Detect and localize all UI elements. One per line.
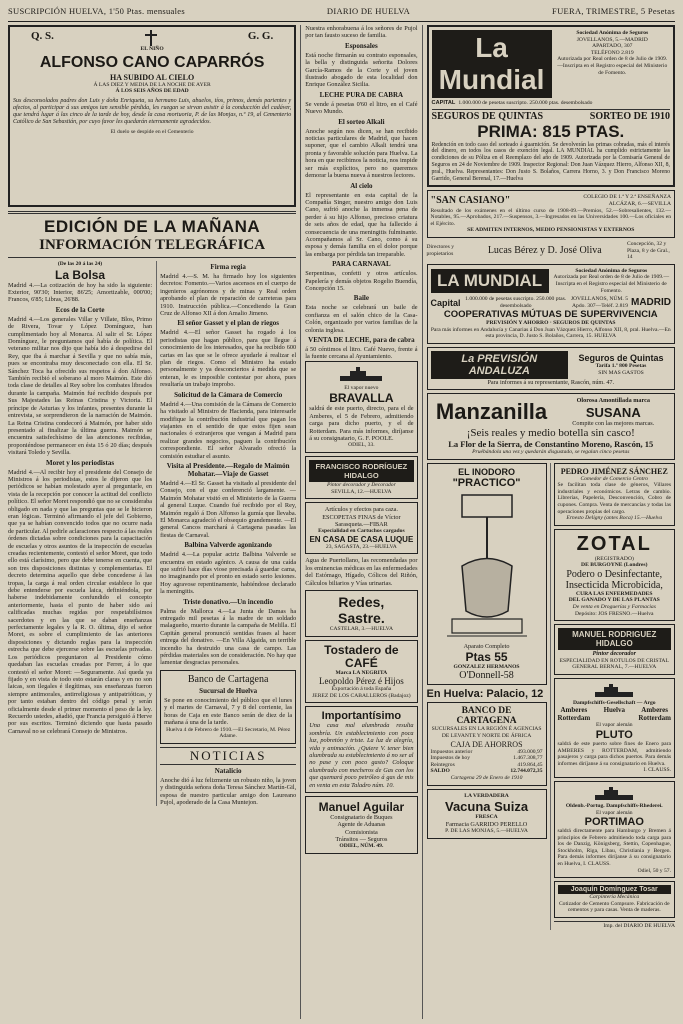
importantisimo-title: Importantísimo bbox=[321, 710, 402, 723]
rodriguez-addr: SEVILLA, 12.—HUELVA bbox=[331, 488, 392, 495]
cartagena-notice-title: Banco de Cartagena bbox=[187, 673, 269, 685]
dominguez-sub: Carpintería Mecánica bbox=[589, 894, 640, 901]
mundial-top-apartado: APARTADO, 307 bbox=[592, 43, 633, 50]
tostadero-name: Leopoldo Pérez é Hijos bbox=[319, 676, 404, 687]
column-middle bbox=[300, 25, 417, 1019]
portimao-company: Oldenb.-Portug. Dampfschiffs-Rhederei. bbox=[565, 802, 663, 809]
pluto-left2: Rotterdam bbox=[557, 714, 591, 723]
mundial-mid-reps: Para más informes en Andalucía y Canarias á Don Juan Vázquez Hierro, Alfonso XII, 8, pral. Huelva.—En esta provincia, D. Justo S. Bolaños, Carrera, 15. HUELVA bbox=[430, 326, 671, 340]
zotal-l6: Depósito: JOS FRESNO.—Huelva bbox=[575, 610, 654, 617]
news-b-text-5: Palma de Mallorca 4.—La Junta de Damas ha entregado mil pesetas á la madre de un soldado malagueño, muerto durante la campaña de Melilla. El Capitán general pronunció sentidas frases al hacer entrega del donativo. —En Villa Algaida, un terrible incendio ha destruido una casa de campo. Las pérdidas materiales son de consideración. No hay que lamentar desgracias personales. bbox=[160, 607, 297, 667]
mundial-top-capital: 1.000.000 de pesetas suscripto. 250.000 ptas. desembolsado bbox=[458, 100, 593, 106]
steamship-icon bbox=[592, 787, 636, 801]
obituary-line1: HA SUBIDO AL CIELO bbox=[109, 72, 195, 82]
col2-text-2: Se vende á pesetas 0'60 el litro, en el Café Nuevo Mundo. bbox=[305, 100, 418, 116]
banco2-row-label: Impuestos anterior bbox=[430, 748, 473, 755]
inodoro-title: EL INODORO bbox=[458, 466, 515, 477]
portimao-lead: El vapor alemán bbox=[595, 809, 633, 816]
lucas-name: Lucas Bérez y D. José Oliva bbox=[487, 245, 602, 257]
mundial-top-sorteo: SORTEO DE 1910 bbox=[589, 110, 670, 122]
inodoro-name: "PRACTICO" bbox=[452, 476, 521, 489]
portimao-ad bbox=[554, 781, 675, 878]
obituary-notice bbox=[8, 25, 296, 207]
obituary-line2: Á LAS DIEZ Y MEDIA DE LA NOCHE DE AYER bbox=[93, 81, 211, 88]
obituary-line3: Á LOS SEIS AÑOS DE EDAD bbox=[115, 88, 189, 95]
mundial-mid-prev: PREVISIÓN Y AHORRO · SEGUROS DE QUINTAS bbox=[486, 320, 616, 327]
mundial-mid-addr: JOVELLANOS, NÚM. 5 bbox=[570, 296, 628, 303]
mundial-mid-coop: COOPERATIVAS MÚTUAS DE SUPERVIVENCIA bbox=[443, 309, 658, 321]
zotal-l5: De venta en Droguerías y Farmacias bbox=[572, 604, 656, 611]
column-left bbox=[8, 25, 296, 1019]
pluto-text: saldrá de este puerto sobre fines de Enero para AMBERES y ROTTERDAM, admitiendo pasajeros y carga para dichos puertos. Para demás informes diríjanse á su consignatario en Huelva. bbox=[557, 740, 671, 767]
cross-icon bbox=[144, 30, 158, 46]
right-inner-left bbox=[427, 463, 547, 930]
san-casiano-ad bbox=[427, 190, 675, 238]
mundial-top-prima: PRIMA: 815 PTAS. bbox=[477, 121, 625, 141]
col2-text-5: Serpentinas, confetti y otros artículos. Papelería y demás objetos Rogelio Buendía, Concepción 15. bbox=[305, 270, 418, 292]
fibar-sub: Especialidad en Cartuchos cargados bbox=[318, 528, 405, 535]
mundial-top-ad bbox=[427, 25, 675, 187]
redes-addr: CASTELAR, 3.—HUELVA bbox=[329, 625, 393, 632]
jimenez-text: Se facilitan toda clase de géneros, Villares industriales y económicos. Letras de cambio. Librerías, Papelería, Desconvención, Cobro de cupones. Compra. Venta de mercancías y todas las operaciones propias del cargo. bbox=[557, 482, 671, 515]
zotal-reg: (REGISTRADO) bbox=[594, 555, 634, 562]
col2-text-1: Está noche firmarán su contrato esponsales, la bella y distinguida señorita Dolores García-Ramos de la Corte y el joven ilustrado abogado de esta localidad don Enrique González Sicilia. bbox=[305, 51, 418, 89]
mundial-mid-capital-label: Capital bbox=[430, 297, 461, 308]
aguilar-addr: ODIEL, NÚM. 49. bbox=[339, 843, 384, 850]
news-a-head-0: Ecos de la Corte bbox=[55, 305, 105, 314]
cartagena-notice-sub: Sucursal de Huelva bbox=[199, 686, 258, 695]
vacuna-sub: FRESCA bbox=[475, 814, 498, 821]
banco2-title: BANCO DE CARTAGENA bbox=[456, 706, 517, 727]
pluto-ad bbox=[554, 678, 675, 778]
manzanilla-r3: Compite con las mejores marcas. bbox=[572, 419, 655, 427]
rodriguez3-sub: Pintor decorador bbox=[592, 650, 637, 658]
banco2-row-value: 493.000,97 bbox=[517, 748, 543, 755]
obituary-footer: El duelo se despide en el Cementerio bbox=[110, 128, 194, 135]
news-b-head-4: Balbina Valverde agonizando bbox=[184, 541, 272, 550]
subscription-local: SUSCRIPCIÓN HUELVA, 1'50 Ptas. mensuales bbox=[8, 6, 185, 16]
bravalla-lead: El vapor nuevo bbox=[344, 384, 379, 391]
col2-text-6: Esta noche se celebrará un baile de confianza en el salón chico de la Casa-Colón, organizado por varios familias de la colonia inglesa. bbox=[305, 304, 418, 334]
rodriguez3-text: ESPECIALIDAD EN ROTULOS DE CRISTAL bbox=[559, 657, 669, 664]
noticias-text: Anoche dió á luz felizmente un robusto niño, la joven y distinguida señora doña Teresa Sánchez Martín-Gil, esposa de nuestro particular amigo don Laureano Pujol, apoderado de la Casa Muntejon. bbox=[160, 776, 297, 806]
casiano-text: Resultado de los exámenes en el último curso de 1908-09.—Premios, 52.—Sobresalientes, 132.—Notables, 95.—Aprobados, 217.—Suspensos, 3.—Ingresados en las Universidades 100.—Los oficiales en el Ejército. bbox=[430, 207, 671, 227]
vacuna-addr: P. DE LAS MONJAS, 5.—HUELVA bbox=[445, 828, 528, 835]
dominguez-ad bbox=[554, 881, 675, 918]
mundial-mid-auth: Autorizada por Real orden de 8 de Julio de 1909.—Inscripta en el Registro especial del Ministerio de Fomento. bbox=[553, 274, 670, 294]
col2-head-4: Al cielo bbox=[350, 181, 373, 190]
inodoro-addr: O'Donnell-58 bbox=[459, 670, 514, 682]
vacuna-shop: Farmacia GARRIDO PERELLO bbox=[445, 820, 528, 828]
banco2-row-value: 419.864,45 bbox=[517, 761, 543, 768]
importantisimo-ad bbox=[305, 706, 417, 793]
redes-line2: Sastre. bbox=[338, 609, 385, 626]
aguilar-ad bbox=[305, 796, 417, 854]
mundial-mid-capital: 1.000.000 de pesetas suscripto. 250.000 ptas. desembolsado bbox=[465, 296, 567, 309]
banco2-saldo-label: SALDO bbox=[430, 768, 450, 775]
news-b-text-3: Madrid 4.—El Sr. Gasset ha visitado al presidente del Consejo, con el que conferenció largamente. —Maimón Mohatar visitó en el Ministerio de la Guerra al general Luque. Cuando fué recibido por el Rey, Maimón regaló á Don Alfonso la gumía que llevaba. El Monarca agradeció el obsequio grandemente. —El general Cancos marchará á Cartagena pasadas las fiestas de Carnaval. bbox=[160, 479, 297, 539]
redes-ad bbox=[305, 590, 417, 637]
pluto-left1: Amberes bbox=[560, 706, 588, 715]
casiano-right: COLEGIO DE 1.ª Y 2.ª ENSEÑANZA bbox=[583, 194, 671, 201]
banco2-sub: SUCURSALES EN LA REGIÓN É AGENCIAS DE LEVANTE Y NORTE DE ÁFRICA bbox=[431, 726, 542, 740]
redes-line1: Redes, bbox=[338, 593, 385, 610]
fibar-addr: 23, SAGASTA, 23.—HUELVA bbox=[325, 543, 397, 550]
news-b-text-0: Madrid 4.—S. M. ha firmado hoy los siguientes decretos: Fomento.—Varios ascensos en el cuerpo de ingenieros agrónomos y de minas y Real orden aprobando el plan de reparación de carreteras para 1910. Instrucción pública.—Concediendo la Gran Cruz de Alfonso XII á don Amalio Jimeno. bbox=[160, 273, 297, 318]
bravalla-name: BRAVALLA bbox=[329, 391, 394, 406]
mundial-mid-company: Sociedad Anónima de Seguros bbox=[575, 267, 648, 274]
banco2-sub2: CAJA DE AHORROS bbox=[450, 739, 523, 749]
steamship-icon bbox=[336, 367, 386, 383]
news-b-head-0: Firma regia bbox=[210, 263, 246, 271]
portimao-name: PORTIMAO bbox=[584, 816, 644, 829]
mundial-top-text: Redención en todo caso del sorteado á guarnición. Se devolverán las primas cobradas, más el interés del dinero, en todos los casos de exención legal. LA MUNDIAL ha cumplido estrictamente las condiciones de su Póliza en el Reemplazo del año de 1909. Autorizada por la Comisaría General de Seguros en 24 de Noviembre de 1909. Inspector Regional: Don Juan Vázquez Hierro, Alfonso XII, 8, pral., Huelva. Representantes: Don Justo S. Bolaños, Carrera Horno, 3. y Don Francisco Moreno Garrido, General Berenal, 17.—Huelva bbox=[431, 141, 670, 182]
jimenez-addr: Ernesto Deligny (antes Boca) 15.—Huelva bbox=[566, 515, 663, 522]
banco2-row-label: Impuestos de hoy bbox=[430, 755, 470, 762]
news-b-text-4: Madrid 4.—La popular actriz Balbina Valverde se encuentra en estado agónico. A causa de una caída que sufrió hace días viose precisada á guardar cama, no imaginando por el pronto en estado serio lesiones. Hoy agravose repentinamente, habiéndose declarado la meningitis. bbox=[160, 551, 297, 596]
news-column-a bbox=[8, 261, 152, 806]
news-column-b bbox=[156, 261, 296, 806]
tostadero-sub: Exportación á toda España bbox=[331, 686, 392, 693]
fibar-text: Artículos y efectos para caza. ESCOPETAS FINAS de Víctor Sarasqueta.—FIBAR bbox=[322, 506, 401, 528]
aguilar-sub: Consignatario de Buques bbox=[330, 813, 393, 821]
mundial-mid-ad bbox=[427, 264, 675, 344]
mundial-top-company: Sociedad Anónima de Seguros bbox=[576, 30, 649, 36]
rodriguez3-addr: GENERAL BERNAL, 7.—HUELVA bbox=[572, 664, 657, 671]
portimao-addr: Odiel, 50 y 57. bbox=[637, 867, 671, 874]
cartagena-notice-text: Se pone en conocimiento del público que el lunes y el martes de Carnaval, 7 y 8 del corriente, las horas de Caja en este Banco serán de diez de la mañana á una de la tarde. bbox=[164, 696, 293, 727]
jimenez-name: PEDRO JIMÉNEZ SÁNCHEZ bbox=[560, 466, 668, 476]
news-b-head-2: Solicitud de la Cámara de Comercio bbox=[174, 390, 283, 399]
news-a-item bbox=[8, 459, 152, 736]
pluto-lead: El vapor alemán bbox=[595, 722, 633, 729]
vacuna-lead: LA VERDADERA bbox=[464, 792, 509, 799]
importantisimo-text: Una casa mal alumbrada resulta sombría. Un establecimiento con poca luz, pobretón y triste. La luz de alegría, vida y animación. ¿Quiere V. tener bien alumbrada su establecimiento á no ser al no pase y con poco gasto? Coloque alumbrado con mecheros de Gas con los que quemará poco petróleo á gas de mis en venta en esta Taladro núm. 10. bbox=[309, 722, 414, 789]
prevision-right1: Seguros de Quintas bbox=[578, 353, 664, 364]
prevision-right2: Tarifa 1.º 800 Pesetas bbox=[595, 363, 647, 370]
manzanilla-title: Manzanilla bbox=[435, 399, 548, 425]
mundial-top-title: La Mundial bbox=[432, 30, 552, 98]
manzanilla-tag: ¡Seis reales y medio botella sin casco! bbox=[466, 426, 635, 439]
noticias-head: Natalicio bbox=[214, 766, 242, 775]
manzanilla-r2: SUSANA bbox=[585, 404, 641, 420]
portimao-text: saldrá directamente para Hamburgo y Bremen á principios de Febrero admitiendo toda carga para los de Danzig, Königsberg, Stettin, Copenhague, Stockholm, Riga, Libau, Christiania y Bergen. Para demás informes diríjanse á su consignatario en Huelva, I. CLAUSS. bbox=[557, 828, 671, 868]
aguilar-l1: Agente de Aduanas bbox=[337, 821, 386, 829]
casiano-sub: ALCÁZAR, 6.—SEVILLA bbox=[608, 200, 671, 207]
bolsa-text: Madrid 4.—La cotización de hoy ha sido la siguiente: Exterior, 90'30; Interior, 86'25; Amortizable, 000'00; Francos, 6'85; Libras, 26'88. bbox=[8, 281, 153, 304]
col2-head-5: PARA CARNAVAL bbox=[332, 260, 391, 269]
news-b-head-3: Visita al Presidente.—Regalo de Maimón Mohatar.—Viaje de Gasset bbox=[166, 461, 290, 478]
dominguez-name: Joaquín Domínguez Tosar bbox=[558, 885, 671, 894]
pluto-right2: Amberes bbox=[641, 706, 668, 715]
prevision-ad bbox=[427, 347, 675, 390]
lucas-left: Directores y propietarios bbox=[426, 244, 455, 257]
fibar-ad bbox=[305, 502, 417, 554]
col2-text-3: Anoche según nos dicen, se han recibido noticias particulares de Madrid, que hacen suponer, que el cambio Alkali tendrá una pronta y favorable solución para Huelva. La hora en que recibimos la noticia, nos impide ser más explícitos, pero no queremos demorar la buena nueva á nuestros lectores. bbox=[305, 127, 418, 180]
newspaper-title: DIARIO DE HUELVA bbox=[326, 6, 411, 16]
news-b-head-5: Triste donativo.—Un incendio bbox=[183, 597, 274, 606]
zotal-l4: DEL GANADO Y DE LAS PLANTAS bbox=[568, 597, 660, 604]
tostadero-addr: JEREZ DE LOS CABALLEROS (Badajoz) bbox=[312, 692, 411, 699]
mundial-top-tel: TELÉFONO 2.819 bbox=[590, 49, 634, 56]
rodriguez-name: FRANCISCO RODRÍGUEZ HIDALGO bbox=[309, 460, 413, 482]
obituary-corner-left: Q. S. bbox=[31, 30, 54, 42]
aguilar-name: Manuel Aguilar bbox=[318, 799, 405, 814]
jimenez-sub: Comedor de Comercio Centro bbox=[580, 475, 648, 482]
obituary-corner-right: G. G. bbox=[247, 30, 274, 42]
toilet-illustration bbox=[442, 491, 532, 641]
obituary-text: Sus desconsolados padres don Luis y doña Enriqueta, su hermano Luis, abuelos, tíos, primos, demás parientes y afectos, al participar á sus amigos tan sensible pérdida, les ruegan se sirvan asistir á la conducción del cadáver, que tendrá lugar á las cinco de la tarde de hoy, desde la casa mortuoria, P. de las Monjas, n.º 19, al Cementerio Católico de San Sebastián, por cuyo favor les quedarán eternamente agradecidos. bbox=[13, 97, 292, 125]
casiano-title: "SAN CASIANO" bbox=[430, 195, 511, 207]
casiano-footer: SE ADMITEN INTERNOS, MEDIO PENSIONISTAS Y EXTERNOS bbox=[467, 227, 635, 234]
pluto-sign: I. CLAUSS. bbox=[643, 767, 671, 774]
column-right bbox=[422, 25, 675, 1019]
news-a-item bbox=[8, 306, 152, 457]
cartagena-notice-sign: Huelva 4 de Febrero de 1910.—El Secretario, M. Pérez Adame. bbox=[166, 726, 291, 740]
tostadero-ad bbox=[305, 640, 417, 704]
manzanilla-r1: Olorosa Amontillada marca bbox=[576, 397, 650, 405]
col2-text-4: El representante en esta capital de la Compañía Singer, nuestro amigo don Luis Cano, sufrió anoche la inmensa pena de perder á su hijo Alfonso, precioso criatura de seis años de edad, que ha fallecido á consecuencia de una meningitis fulminante. Acompañamos al Sr. Cano, como á su esposa y demás familia en el dolor porque las embarga por pérdida tan irreparable. bbox=[305, 191, 418, 258]
manzanilla-shop: La Flor de la Sierra, de Constantino Moreno, Rascón, 15 bbox=[448, 438, 654, 449]
steamship-icon bbox=[592, 684, 636, 698]
col2-text-0: Nuestra enhorabuena á los señores de Pujol por tan fausto suceso de familia. bbox=[305, 25, 418, 40]
section-title: INFORMACIÓN TELEGRÁFICA bbox=[39, 237, 266, 253]
bravalla-footer: ODIEL, 33. bbox=[348, 442, 375, 449]
banco2-saldo: 12.744.072,35 bbox=[510, 768, 543, 775]
col2-text-7: á 50 céntimos el litro. Café Nuevo, frente á la fuente cercana al Ayuntamiento. bbox=[305, 346, 418, 361]
tostadero-title: Tostadero de CAFÉ bbox=[324, 642, 399, 670]
prevision-footer: Para informes á su representante, Rascón, núm. 47. bbox=[487, 379, 615, 387]
tostadero-brand: Marca LA NEGRITA bbox=[335, 669, 388, 676]
news-b-text-1: Madrid 4.—El señor Gasset ha rogado á los periodistas que hagan público, para que llegue á conocimiento de los interesados, que ha recibido 600 cartas en las que se le ofrece ayudarle á realizar el plan de riegos. Como el Ministro ha estado personalmente y ya desconciertos á medida que se enteran, le es imposible contestar por ahora, pues resultaría un trabajo improbo. bbox=[160, 329, 297, 389]
rodriguez-hidalgo-ad bbox=[305, 456, 417, 499]
zotal-by: DE BURGOYNE (Londres) bbox=[581, 562, 648, 569]
manzanilla-ad bbox=[427, 393, 675, 459]
mundial-top-addr: JOVELLANOS, 5.—MADRID bbox=[576, 36, 648, 43]
masthead bbox=[8, 6, 675, 22]
zotal-l1: Podero o Desinfectante, bbox=[566, 568, 663, 580]
vacuna-ad bbox=[427, 789, 547, 839]
obituary-label: EL NIÑO bbox=[140, 46, 164, 52]
dominguez-text: Cotizador de Cemento Compsure. Fabricación de cementos y para casas. Venta de maderas. bbox=[558, 900, 670, 914]
news-b-text-2: Madrid 4.—Una comisión de la Cámara de Comercio ha visitado al Ministro de Hacienda, para interesarle modifique la contribución industrial que pagan los viajantes en el sentido de que estos fijen sean nacionales ó extranjeros que vengan á Madrid para realizar grandes negocios, paguen la contribución correspondiente. El señor Alvarado ofreció la comisión estudiar el asunto. bbox=[160, 400, 297, 460]
inodoro-ad bbox=[427, 463, 547, 686]
inodoro-price: Ptas 55 bbox=[465, 649, 508, 664]
banco2-date: Cartagena 29 de Enero de 1910 bbox=[450, 775, 523, 781]
banco2-row-value: 1.467.308,77 bbox=[513, 755, 543, 762]
jimenez-ad bbox=[554, 463, 675, 526]
edition-title: EDICIÓN DE LA MAÑANA bbox=[44, 217, 261, 236]
right-inner-right bbox=[550, 463, 675, 930]
bravalla-text: saldrá de este puerto, directo, para el de Amberes, el 5 de Febrero, admitiendo carga para dicho puerto, y el de Rotterdam. Para más informes, diríjanse á su consignatario, G. F. POOLE. bbox=[309, 405, 414, 443]
rodriguez3-name: MANUEL RODRIGUEZ HIDALGO bbox=[558, 628, 671, 650]
palacio-title: En Huelva: Palacio, 12 bbox=[426, 688, 544, 701]
zotal-ad bbox=[554, 529, 675, 622]
banco-cartagena-notice bbox=[160, 670, 296, 744]
mundial-top-seguros: SEGUROS DE QUINTAS bbox=[431, 110, 544, 122]
bravalla-ad bbox=[305, 361, 417, 453]
dateline: (De las 20 á las 24) bbox=[57, 261, 103, 267]
lucas-line bbox=[427, 241, 675, 261]
obituary-name: ALFONSO CANO CAPARRÓS bbox=[39, 53, 265, 71]
col2-head-3: El sorteo Alkali bbox=[338, 117, 385, 126]
col2-head-1: Esponsales bbox=[345, 41, 378, 50]
mundial-mid-title: LA MUNDIAL bbox=[431, 269, 549, 293]
mundial-top-capital-label: CAPITAL bbox=[431, 100, 456, 106]
subscription-outside: FUERA, TRIMESTRE, 5 Pesetas bbox=[552, 6, 675, 16]
prevision-title: La PREVISIÓN ANDALUZA bbox=[431, 351, 568, 379]
lucas-right: Concepción, 32 y Plaza, 8 y de Gral., 14 bbox=[627, 240, 670, 261]
pluto-name: PLUTO bbox=[595, 728, 633, 741]
mundial-top-auth: Autorizada por Real orden de 8 de Julio de 1909.—Inscripta en el Registro especial del Ministerio de Fomento. bbox=[557, 56, 668, 76]
bolsa-title: La Bolsa bbox=[55, 267, 106, 282]
zotal-title: ZOTAL bbox=[576, 532, 652, 555]
inodoro-line1: Aparato Completo bbox=[463, 642, 510, 650]
news-a-text-1: Madrid 4.—Al recibir hoy el presidente del Consejo de Ministros á los periodistas, estos le dijeron que los periódicos se habían molestado ayer al preguntarle, en vista de la recepción por conocer la actitud del conflicto político. El señor Moret respondió que no se consideraba obligado en nada y que las preguntas que se le hicieron eran lógicas. Terminó afirmando el jefe del Gobierno, que ya se habían convencido todos que no ocurre nada de particular. Al pedirle aclaraciones respecto á las reales órdenes dictadas sobre condiciones para la capacitación de escuelas y otros asuntos de la inspección de escuelas creadas recientemente, contestó el señor Moret, que todo ello está clarísimo, pero que debe tenerse en cuenta, que son tres disposiciones distintas y complementarias. El decreto determina aquello que debe concederse á las tropas, la carga á real orden circular establece lo que debe entenderse por escuela laica, definiéndola, por haberse indebidamente confundido el concepto anteriormente, hasta el punto de haber sido así calificadas muchas regidas por respetabilísimos sacerdotes y en las que se daban enseñanzas perfectamente legales y la R. O. última, dijo el señor Moret, es sobre el cumplimiento de las anteriores disposiciones y dictando reglas para la inspección estrecha que debe ejercerse sobre las escuelas privadas. Los periódicos preguntaron al Presidente cómo quedaban las escuelas creadas por Ferrer, á lo que contestó el señor Moret: —Seguramente. Así queda ya fijado y en vista de todo esto estarán claras y en no son laicas, son ilegales é ilegítimas, sus enseñanzas fueron siempre antimorales, antirreligiosas y antipatrióticas, y por tanto estaban dentro del código penal y serán oficialmente desde el primer momento el peso de la ley. Recuerdo ustedes, añadió, que Francia persiguió á Herve por sus escritos. Terminó diciendo que hasta pasado Carnaval no se celebrará Consejo de Ministros. bbox=[8, 468, 153, 735]
fibar-name: EN CASA DE CASA LUQUE bbox=[309, 534, 414, 544]
vacuna-name: Vacuna Suiza bbox=[444, 799, 529, 815]
inodoro-maker: GONZALEZ HERMANOS bbox=[453, 663, 520, 670]
zotal-l2: Insecticida Microbicida, bbox=[565, 579, 663, 591]
pluto-right3: Rotterdam bbox=[638, 714, 671, 723]
mundial-mid-tel: Apdo. 307—Teléf. 2.819 bbox=[571, 302, 628, 309]
agua-ad-text: Agua de Puertollano, las recomendadas por los eminencias médicas en las enfermedades del Estómago, Hígado, Cólicos del Riñón, Cálculos biliarios y Vías urinarias. bbox=[305, 557, 418, 587]
pluto-company: Dampfschiffs-Gesellschaft — Argo bbox=[572, 699, 656, 706]
pluto-right1: Huelva bbox=[603, 706, 625, 715]
prevision-right3: SIN MAS GASTOS bbox=[598, 370, 644, 377]
zotal-l3: CURA LAS ENFERMEDADES bbox=[576, 590, 653, 597]
col2-head-7: VENTA DE LECHE, para de cabra bbox=[308, 336, 415, 344]
news-b-head-1: El señor Gasset y el plan de riegos bbox=[177, 319, 279, 328]
col2-head-6: Baile bbox=[353, 294, 369, 303]
aguilar-l3: Tránsitos — Seguros bbox=[335, 835, 388, 843]
banco2-row-label: Reintegros bbox=[430, 761, 455, 768]
manzanilla-footer: Pruébándola una vez y quedarán disgustado, se regalan cinco pesetas bbox=[472, 448, 630, 455]
mundial-mid-city: MADRID bbox=[631, 297, 671, 309]
col2-head-2: LECHE PURA DE CABRA bbox=[319, 90, 404, 99]
noticias-title: NOTICIAS bbox=[160, 747, 296, 765]
rodriguez-col3-ad bbox=[554, 624, 675, 674]
news-a-head-1: Moret y los periodistas bbox=[45, 458, 115, 467]
banco-cartagena-balance bbox=[427, 702, 547, 785]
rodriguez-sub: Pintor decorador y Decorador bbox=[326, 482, 396, 489]
news-a-text-0: Madrid 4.—Los generales Villar y Villate, Blos, Primo de Rivera, Tovar y López Domínguez, han cumplimentado hoy al Monarca. Al salir el Sr. López Domínguez, le preguntamos qué había de política. El veterano militar nos dijo que había ido á despedirse del Rey, que iba á marchar á Sevilla y que no sabía más, pues se encontraba muy desconectado con ella. El Sr. Sánchez Toca ha ofrecido sus respetos á don Alfonso. También recibió el soberano al moro Maimón. Este dió toda clase de detalles al Rey sobre los combates librados durante la campaña. Maimón fué recibido después por Sus Majestades las Reinas Cristina y Victoria. El príncipe de Asturias y los infantes, presentes durante la entrevista, se sorprendieron de la narración de Maimón. La Reina Cristina condecoró á Maimón, por haber sido presentado al finalizar la última guerra. Maimón se encuentra satisfechísimo de las atenciones recibidas, proponiéndose permanecer en ésta 15 ó 20 días; después visitará Toledo y Sevilla. bbox=[8, 315, 153, 457]
aguilar-l2: Comisionista bbox=[345, 828, 378, 836]
printer-footer: Imp. del DIARIO DE HUELVA bbox=[554, 921, 675, 930]
